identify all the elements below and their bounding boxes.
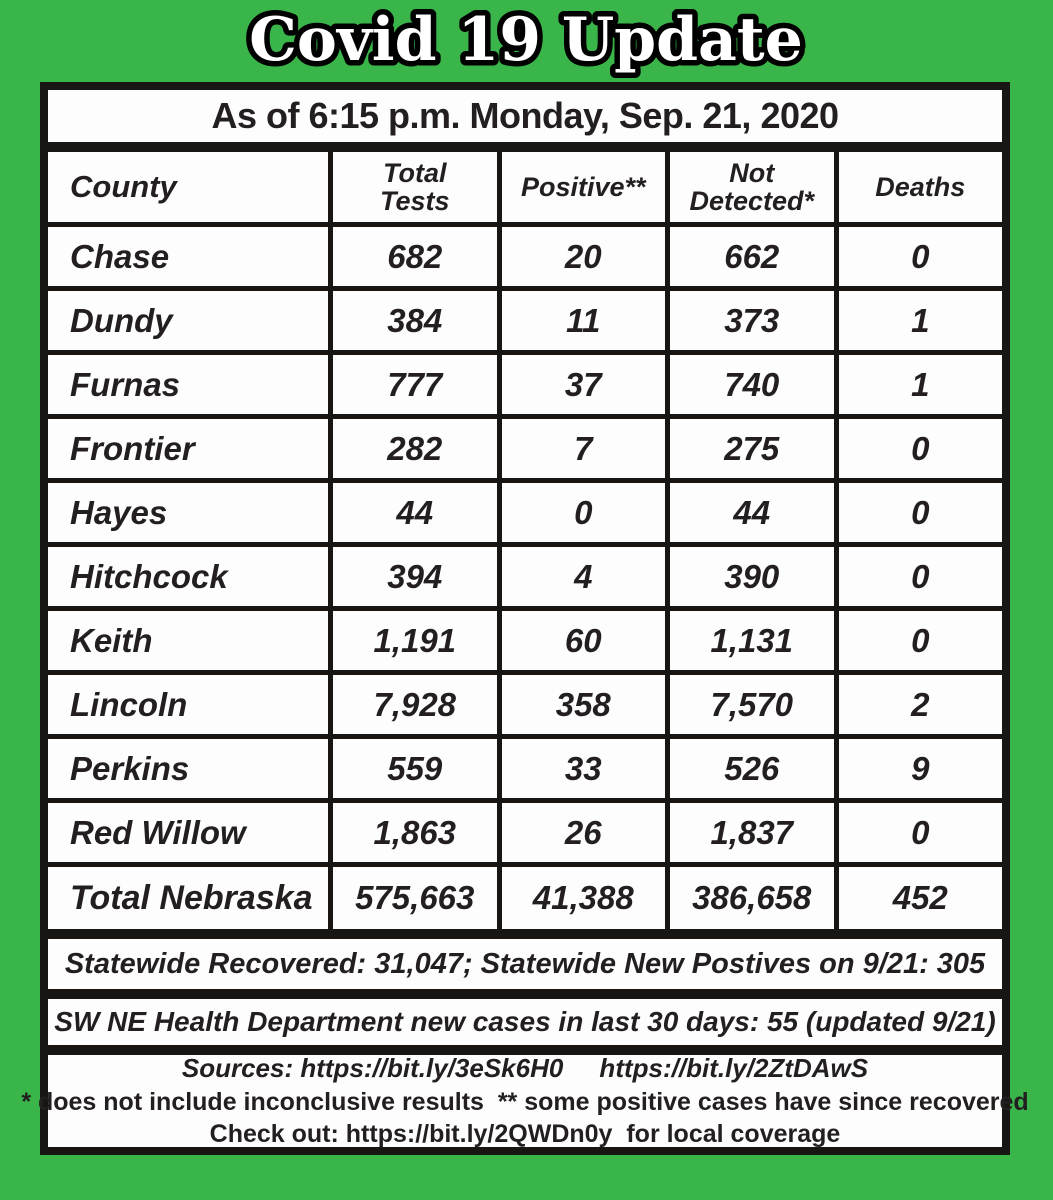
positive-cell: 41,388 (502, 867, 666, 929)
deaths-cell: 0 (839, 611, 1003, 670)
county-cell: Frontier (48, 419, 328, 478)
footer-notes (21, 1053, 1029, 1148)
column-header-county: County (48, 152, 328, 222)
positive-cell: 20 (502, 227, 666, 286)
swne-health-note: SW NE Health Department new cases in last 30 days: 55 (updated 9/21) (48, 999, 1002, 1045)
positive-cell: 26 (502, 803, 666, 862)
not-detected-cell: 526 (670, 739, 834, 798)
county-cell: Red Willow (48, 803, 328, 862)
deaths-cell: 0 (839, 803, 1003, 862)
county-cell: Lincoln (48, 675, 328, 734)
total-tests-cell: 7,928 (333, 675, 497, 734)
title-svg (0, 0, 1053, 82)
total-tests-cell: 394 (333, 547, 497, 606)
table-row (48, 611, 1002, 670)
not-detected-cell: 740 (670, 355, 834, 414)
table-row (48, 355, 1002, 414)
footnotes-line: * does not include inconclusive results ** some positive cases have since recovered (21, 1087, 1029, 1116)
deaths-cell: 1 (839, 291, 1003, 350)
positive-cell: 4 (502, 547, 666, 606)
total-tests-cell: 282 (333, 419, 497, 478)
not-detected-cell: 373 (670, 291, 834, 350)
deaths-cell: 0 (839, 227, 1003, 286)
total-tests-cell: 384 (333, 291, 497, 350)
table-row (48, 675, 1002, 734)
table-row (48, 483, 1002, 542)
deaths-cell: 0 (839, 547, 1003, 606)
not-detected-line1: Not (729, 157, 775, 188)
table-row (48, 227, 1002, 286)
county-cell: Dundy (48, 291, 328, 350)
total-row (48, 867, 1002, 929)
total-tests-cell: 44 (333, 483, 497, 542)
total-tests-cell: 682 (333, 227, 497, 286)
positive-cell: 358 (502, 675, 666, 734)
deaths-cell: 9 (839, 739, 1003, 798)
positive-cell: 33 (502, 739, 666, 798)
sources-line: Sources: https://bit.ly/3eSk6H0 https://bit.ly/2ZtDAwS (181, 1053, 869, 1084)
table-row (48, 419, 1002, 478)
not-detected-cell: 1,131 (670, 611, 834, 670)
deaths-cell: 452 (839, 867, 1003, 929)
column-header-positive: Positive** (502, 152, 666, 222)
positive-cell: 37 (502, 355, 666, 414)
as-of-banner: As of 6:15 p.m. Monday, Sep. 21, 2020 (48, 90, 1002, 142)
deaths-cell: 2 (839, 675, 1003, 734)
deaths-cell: 0 (839, 419, 1003, 478)
county-cell: Furnas (48, 355, 328, 414)
total-tests-cell: 559 (333, 739, 497, 798)
county-cell: Hitchcock (48, 547, 328, 606)
total-tests-cell: 777 (333, 355, 497, 414)
column-header-deaths: Deaths (839, 152, 1003, 222)
not-detected-cell: 1,837 (670, 803, 834, 862)
total-label-cell: Total Nebraska (48, 867, 328, 929)
positive-cell: 11 (502, 291, 666, 350)
column-header-row (48, 152, 1002, 222)
table-row (48, 739, 1002, 798)
not-detected-cell: 386,658 (670, 867, 834, 929)
not-detected-cell: 7,570 (670, 675, 834, 734)
table-row (48, 547, 1002, 606)
total-tests-cell: 575,663 (333, 867, 497, 929)
not-detected-line2: Detected* (689, 186, 815, 216)
positive-cell: 60 (502, 611, 666, 670)
not-detected-cell: 662 (670, 227, 834, 286)
county-cell: Keith (48, 611, 328, 670)
not-detected-cell: 275 (670, 419, 834, 478)
title-banner (0, 0, 1053, 82)
total-tests-cell: 1,863 (333, 803, 497, 862)
covid-table (21, 82, 1029, 1155)
column-header-total-tests (333, 152, 497, 222)
positive-cell: 0 (502, 483, 666, 542)
total-tests-line1: Total (383, 157, 447, 188)
not-detected-cell: 44 (670, 483, 834, 542)
page-title: Covid 19 Update (249, 5, 803, 75)
county-cell: Perkins (48, 739, 328, 798)
deaths-cell: 0 (839, 483, 1003, 542)
statewide-note: Statewide Recovered: 31,047; Statewide New Postives on 9/21: 305 (48, 939, 1002, 989)
county-cell: Hayes (48, 483, 328, 542)
table-row (48, 803, 1002, 862)
total-tests-cell: 1,191 (333, 611, 497, 670)
table-row (48, 291, 1002, 350)
county-cell: Chase (48, 227, 328, 286)
positive-cell: 7 (502, 419, 666, 478)
deaths-cell: 1 (839, 355, 1003, 414)
total-tests-line2: Tests (379, 186, 450, 216)
check-out-line: Check out: https://bit.ly/2QWDn0y for local coverage (209, 1119, 841, 1148)
column-header-not-detected (670, 152, 834, 222)
not-detected-cell: 390 (670, 547, 834, 606)
